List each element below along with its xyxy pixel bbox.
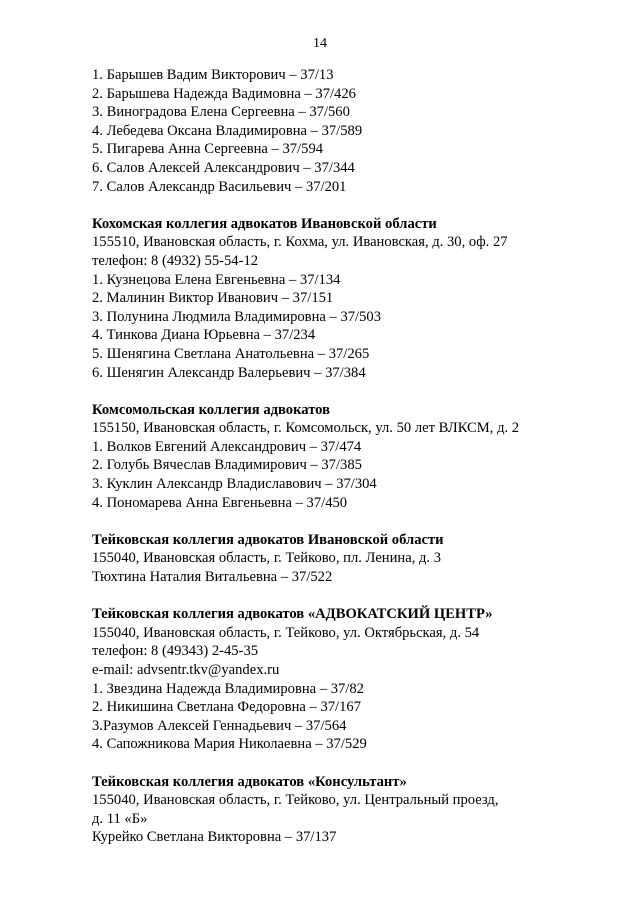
list-item: 1. Кузнецова Елена Евгеньевна – 37/134 (92, 271, 341, 288)
list-item: 3. Куклин Александр Владиславович – 37/304 (92, 476, 377, 493)
section-kokhma (92, 215, 612, 382)
intro-member-list (92, 66, 612, 196)
section-heading: Комсомольская коллегия адвокатов (92, 401, 330, 418)
document-body (92, 66, 612, 847)
list-item: 4. Лебедева Оксана Владимировна – 37/589 (92, 122, 363, 139)
section-heading: Тейковская коллегия адвокатов «Консультант» (92, 773, 407, 790)
section-heading: Кохомская коллегия адвокатов Ивановской области (92, 215, 437, 232)
section-address: 155040, Ивановская область, г. Тейково, пл. Ленина, д. 3 (92, 550, 442, 567)
list-item: 7. Салов Александр Васильевич – 37/201 (92, 178, 347, 195)
page-number: 14 (313, 36, 327, 51)
list-item: Тюхтина Наталия Витальевна – 37/522 (92, 569, 333, 586)
list-item: 3.Разумов Алексей Геннадьевич – 37/564 (92, 717, 347, 734)
list-item: 3. Виноградова Елена Сергеевна – 37/560 (92, 104, 350, 121)
section-address: 155510, Ивановская область, г. Кохма, ул. Ивановская, д. 30, оф. 27 (92, 234, 508, 251)
list-item: 2. Барышева Надежда Вадимовна – 37/426 (92, 85, 356, 102)
section-address: 155040, Ивановская область, г. Тейково, ул. Октябрьская, д. 54 (92, 624, 480, 641)
section-komsomolsk (92, 401, 612, 513)
list-item: 4. Тинкова Диана Юрьевна – 37/234 (92, 327, 316, 344)
section-teykovo-consultant (92, 773, 612, 847)
list-item: 5. Шенягина Светлана Анатольевна – 37/265 (92, 345, 370, 362)
section-phone: телефон: 8 (49343) 2-45-35 (92, 643, 259, 660)
section-phone: телефон: 8 (4932) 55-54-12 (92, 252, 259, 269)
section-address: 155040, Ивановская область, г. Тейково, ул. Центральный проезд, (92, 792, 499, 809)
list-item: 3. Полунина Людмила Владимировна – 37/503 (92, 308, 381, 325)
list-item: Курейко Светлана Викторовна – 37/137 (92, 829, 337, 846)
section-teykovo-regional (92, 531, 612, 587)
list-item: 1. Волков Евгений Александрович – 37/474 (92, 438, 362, 455)
list-item: 4. Сапожникова Мария Николаевна – 37/529 (92, 736, 367, 753)
section-address-continued: д. 11 «Б» (92, 810, 148, 827)
list-item: 2. Голубь Вячеслав Владимирович – 37/385 (92, 457, 362, 474)
list-item: 5. Пигарева Анна Сергеевна – 37/594 (92, 141, 324, 158)
section-email: e-mail: advsentr.tkv@yandex.ru (92, 662, 280, 678)
list-item: 6. Шенягин Александр Валерьевич – 37/384 (92, 364, 366, 381)
section-teykovo-advocate-center (92, 605, 612, 754)
list-item: 4. Пономарева Анна Евгеньевна – 37/450 (92, 494, 348, 511)
list-item: 2. Малинин Виктор Иванович – 37/151 (92, 290, 334, 307)
section-address: 155150, Ивановская область, г. Комсомольск, ул. 50 лет ВЛКСМ, д. 2 (92, 420, 520, 437)
section-heading: Тейковская коллегия адвокатов «АДВОКАТСКИЙ ЦЕНТР» (92, 606, 493, 623)
section-heading: Тейковская коллегия адвокатов Ивановской области (92, 531, 444, 548)
list-item: 1. Барышев Вадим Викторович – 37/13 (92, 67, 334, 83)
list-item: 6. Салов Алексей Александрович – 37/344 (92, 159, 355, 176)
list-item: 1. Звездина Надежда Владимировна – 37/82 (92, 680, 364, 697)
list-item: 2. Никишина Светлана Федоровна – 37/167 (92, 699, 361, 716)
